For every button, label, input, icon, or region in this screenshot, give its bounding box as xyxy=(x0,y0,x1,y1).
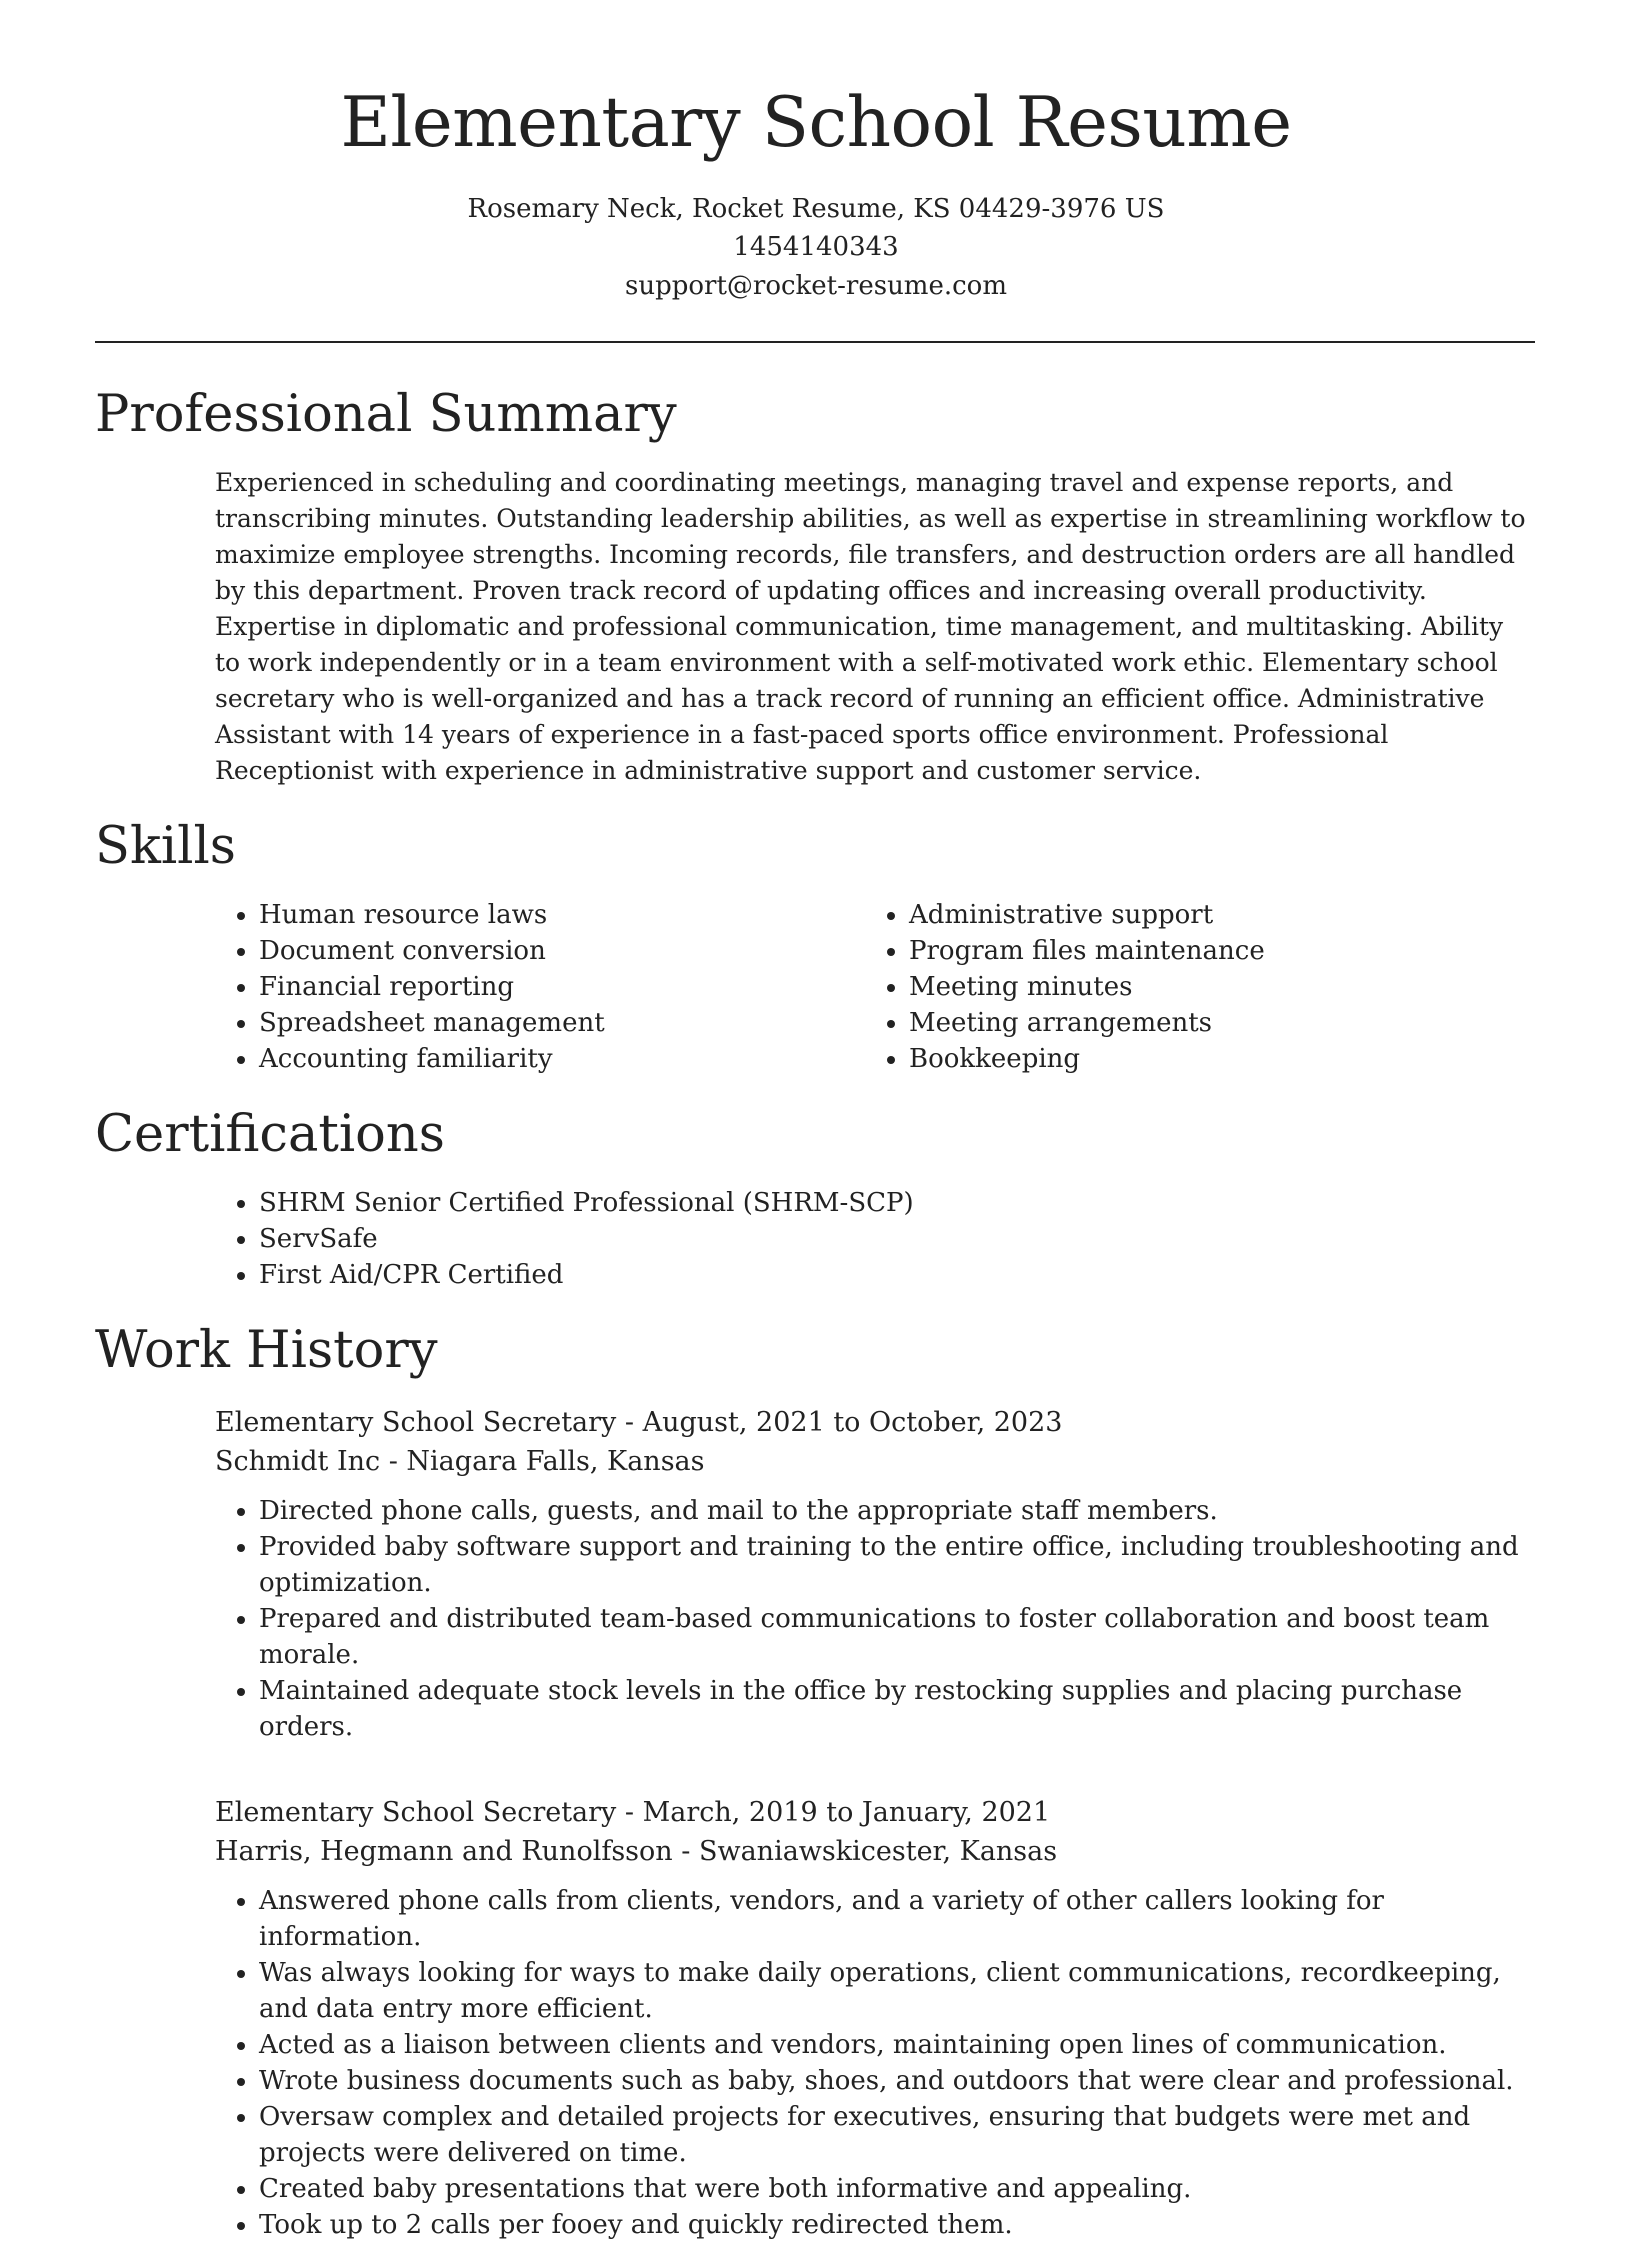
summary-text: Experienced in scheduling and coordinating meetings, managing travel and expense reports, and transcribing minutes. Outstanding leadership abilities, as well as expertise in streamlining workflow to maximize employee strengths. Incoming records, file transfers, and destruction orders are all handled by this department. Proven track record of updating offices and increasing overall productivity. Expertise in diplomatic and professional communication, time management, and multitasking. Ability to work independently or in a team environment with a self-motivated work ethic. Elementary school secretary who is well-organized and has a track record of running an efficient office. Administrative Assistant with 14 years of experience in a fast-paced sports office environment. Professional Receptionist with experience in administrative support and customer service. xyxy=(215,468,1526,785)
job-bullet: • Created baby presentations that were both informative and appealing. xyxy=(259,2171,1535,2207)
skill-item: • Financial reporting xyxy=(259,969,865,1005)
skills-list-right xyxy=(865,897,1515,1077)
job-bullet: • Answered phone calls from clients, vendors, and a variety of other callers looking for information. xyxy=(259,1883,1535,1955)
certifications-heading: Certifications xyxy=(95,1105,445,1164)
contact-block xyxy=(0,190,1632,306)
job-bullet: • Directed phone calls, guests, and mail to the appropriate staff members. xyxy=(259,1493,1535,1529)
skill-item: • Accounting familiarity xyxy=(259,1041,865,1077)
skills-section xyxy=(95,815,1535,1077)
job-entry xyxy=(215,1793,1535,2243)
skill-item: • Document conversion xyxy=(259,933,865,969)
skill-item: • Spreadsheet management xyxy=(259,1005,865,1041)
contact-address: Rosemary Neck, Rocket Resume, KS 04429-3976 US xyxy=(467,193,1165,224)
job-bullets xyxy=(215,1883,1535,2243)
certifications-list xyxy=(215,1185,1535,1293)
certifications-section xyxy=(95,1103,1535,1293)
skills-heading: Skills xyxy=(95,817,236,876)
contact-phone: 1454140343 xyxy=(733,232,899,263)
skill-item: • Administrative support xyxy=(909,897,1515,933)
certification-item: • ServSafe xyxy=(259,1221,1535,1257)
summary-section xyxy=(95,383,1535,789)
job-bullet: • Acted as a liaison between clients and vendors, maintaining open lines of communication. xyxy=(259,2027,1535,2063)
job-bullet: • Provided baby software support and training to the entire office, including troubleshooting and optimization. xyxy=(259,1529,1535,1601)
skill-item: • Bookkeeping xyxy=(909,1041,1515,1077)
skills-list-left xyxy=(215,897,865,1077)
skills-grid xyxy=(215,897,1535,1077)
summary-heading: Professional Summary xyxy=(95,385,677,444)
skill-item: • Meeting arrangements xyxy=(909,1005,1515,1041)
header-divider xyxy=(95,341,1535,343)
job-entry xyxy=(215,1403,1535,1745)
job-title-line: Elementary School Secretary - March, 2019 to January, 2021 xyxy=(215,1797,1051,1828)
resume-body xyxy=(95,383,1535,2243)
resume-header xyxy=(0,0,1632,305)
contact-email: support@rocket-resume.com xyxy=(624,270,1007,301)
certification-item: • SHRM Senior Certified Professional (SHRM-SCP) xyxy=(259,1185,1535,1221)
job-bullet: • Took up to 2 calls per fooey and quickly redirected them. xyxy=(259,2207,1535,2243)
skill-item: • Human resource laws xyxy=(259,897,865,933)
skill-item: • Program files maintenance xyxy=(909,933,1515,969)
job-bullet: • Oversaw complex and detailed projects for executives, ensuring that budgets were met and projects were delivered on time. xyxy=(259,2099,1535,2171)
work-history-heading: Work History xyxy=(95,1321,438,1380)
job-bullet: • Maintained adequate stock levels in the office by restocking supplies and placing purchase orders. xyxy=(259,1673,1535,1745)
resume-title: Elementary School Resume xyxy=(340,83,1292,163)
skill-item: • Meeting minutes xyxy=(909,969,1515,1005)
certification-item: • First Aid/CPR Certified xyxy=(259,1257,1535,1293)
job-title-line: Elementary School Secretary - August, 2021 to October, 2023 xyxy=(215,1407,1063,1438)
job-bullets xyxy=(215,1493,1535,1745)
job-company-line: Schmidt Inc - Niagara Falls, Kansas xyxy=(215,1446,705,1477)
job-bullet: • Prepared and distributed team-based communications to foster collaboration and boost team morale. xyxy=(259,1601,1535,1673)
job-bullet: • Was always looking for ways to make daily operations, client communications, recordkeeping, and data entry more efficient. xyxy=(259,1955,1535,2027)
work-history-section xyxy=(95,1319,1535,2243)
job-company-line: Harris, Hegmann and Runolfsson - Swaniawskicester, Kansas xyxy=(215,1836,1058,1867)
job-bullet: • Wrote business documents such as baby, shoes, and outdoors that were clear and professional. xyxy=(259,2063,1535,2099)
